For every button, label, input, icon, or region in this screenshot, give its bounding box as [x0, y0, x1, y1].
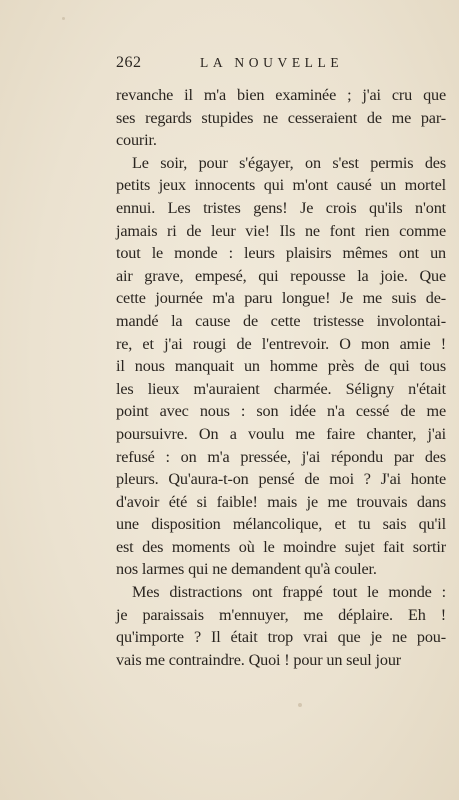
body-text [116, 84, 446, 671]
text-line: cette journée m'a paru longue! Je me suis de- [116, 289, 446, 308]
text-line: ennui. Les tristes gens! Je crois qu'ils n'ont [116, 198, 446, 217]
text-line: les lieux m'auraient charmée. Séligny n'était [116, 379, 446, 398]
running-title: LA NOUVELLE [200, 55, 344, 70]
text-line: d'avoir été si faible! mais je me trouvais dans [116, 492, 446, 511]
text-line: Mes distractions ont frappé tout le monde : [132, 583, 446, 602]
text-line: il nous manquait un homme près de qui tous [116, 357, 446, 376]
text-line: refusé : on m'a pressée, j'ai répondu par des [116, 447, 446, 466]
text-line: je paraissais m'ennuyer, me déplaire. Eh ! [116, 605, 446, 624]
text-line: pleurs. Qu'aura-t-on pensé de moi ? J'ai honte [116, 470, 446, 489]
text-line: poursuivre. On a voulu me faire chanter, j'ai [116, 424, 446, 443]
text-line: tout le monde : leurs plaisirs mêmes ont un [116, 244, 446, 263]
text-line: courir. [116, 131, 157, 150]
page-number: 262 [116, 54, 142, 71]
text-line: re, et j'ai rougi de l'entrevoir. O mon amie ! [116, 334, 446, 353]
paper-spot [298, 703, 302, 707]
text-line: Le soir, pour s'égayer, on s'est permis des [132, 153, 446, 172]
text-line: est des moments où le moindre sujet fait sortir [116, 537, 446, 556]
text-line: une disposition mélancolique, et tu sais qu'il [116, 515, 446, 534]
text-line: vais me contraindre. Quoi ! pour un seul jour [116, 650, 402, 669]
text-line: qu'importe ? Il était trop vrai que je ne pou- [116, 628, 446, 647]
text-line: point avec nous : son idée n'a cessé de me [116, 402, 446, 421]
paper-spot [62, 17, 65, 20]
text-line: nos larmes qui ne demandent qu'à couler. [116, 560, 377, 579]
text-line: petits jeux innocents qui m'ont causé un mortel [116, 176, 446, 195]
text-line: revanche il m'a bien examinée ; j'ai cru que [116, 86, 446, 104]
text-line: ses regards stupides ne cesseraient de me par- [116, 108, 446, 127]
text-line: jamais ri de leur vie! Ils ne font rien comme [116, 221, 446, 240]
text-line: mandé la cause de cette tristesse involontai- [116, 311, 446, 330]
page-header [116, 54, 366, 76]
text-line: air grave, empesé, qui repousse la joie. Que [116, 266, 446, 285]
